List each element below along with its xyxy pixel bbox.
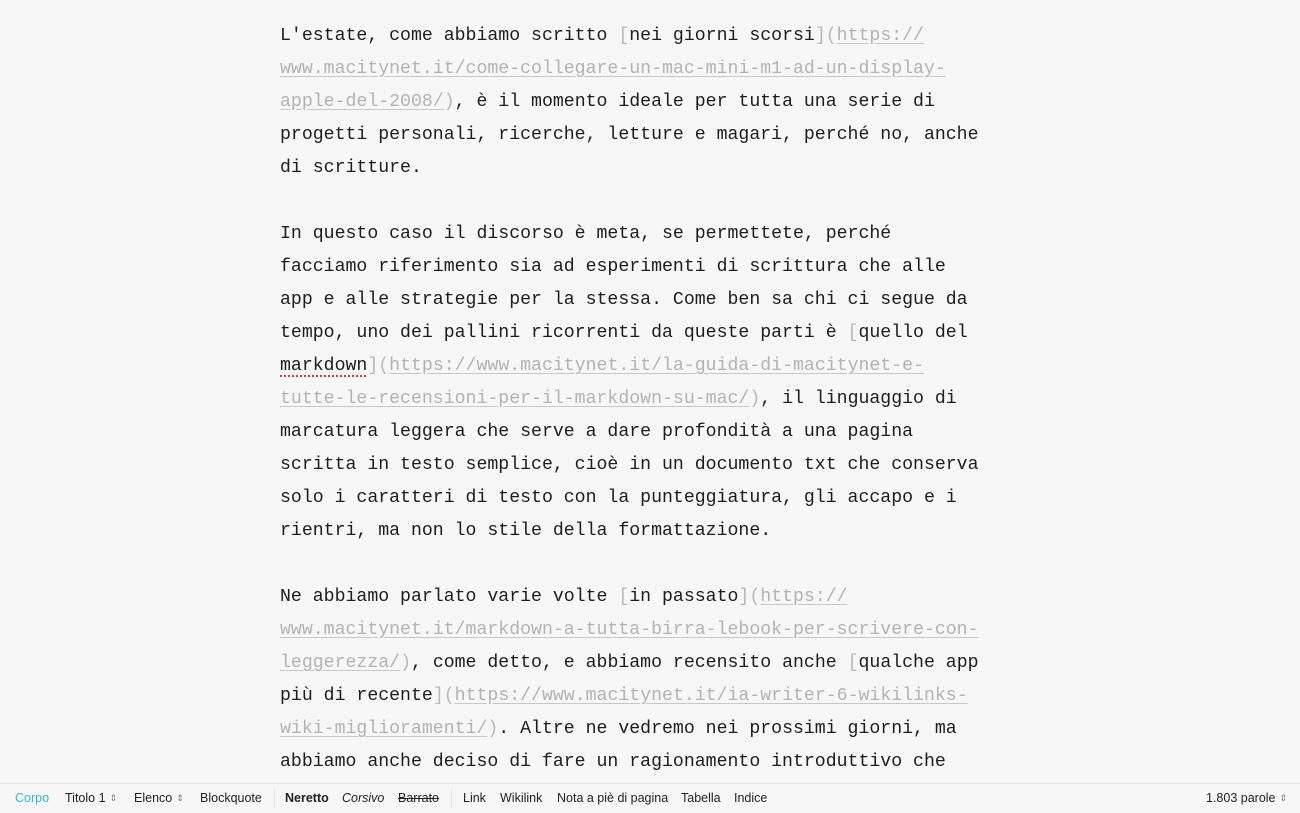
- text-line: [280, 119, 1040, 152]
- body-text: , come detto, e abbiamo recensito anche: [410, 653, 848, 673]
- body-text: qualche app: [858, 653, 979, 673]
- body-text: Ne abbiamo parlato varie volte: [280, 587, 619, 607]
- link-url[interactable]: https://www.macitynet.it/ia-writer-6-wikilinks-: [454, 686, 968, 706]
- table-button[interactable]: Tabella: [681, 791, 721, 805]
- text-line: [280, 284, 1040, 317]
- body-text: app e alle strategie per la stessa. Come ben sa chi ci segue da: [280, 290, 968, 310]
- text-line: [280, 317, 1040, 350]
- blank-line: [280, 185, 1040, 218]
- style-blockquote-button[interactable]: Blockquote: [200, 791, 262, 805]
- word-count-label: 1.803 parole: [1206, 791, 1276, 805]
- text-line: [280, 53, 1040, 86]
- text-line: [280, 680, 1040, 713]
- body-text: rientri, ma non lo stile della formattazione.: [280, 521, 772, 541]
- document-text[interactable]: [280, 20, 1040, 779]
- markdown-syntax: ](: [432, 686, 455, 706]
- chevron-updown-icon: ⇕: [1279, 793, 1288, 803]
- blank-line: [280, 548, 1040, 581]
- markdown-syntax: ](: [738, 587, 761, 607]
- body-text: nei giorni scorsi: [629, 26, 815, 46]
- markdown-syntax: [: [618, 26, 630, 46]
- text-line: [280, 86, 1040, 119]
- body-text: abbiamo anche deciso di fare un ragionamento introduttivo che: [280, 752, 946, 772]
- style-corpo-button[interactable]: Corpo: [15, 791, 50, 805]
- body-text: tempo, uno dei pallini ricorrenti da queste parti è: [280, 323, 848, 343]
- style-elenco-dropdown[interactable]: [134, 791, 184, 805]
- link-button[interactable]: Link: [463, 791, 486, 805]
- link-url[interactable]: apple-del-2008/: [280, 92, 444, 112]
- body-text: quello del: [858, 323, 968, 343]
- wikilink-button[interactable]: Wikilink: [500, 791, 543, 805]
- body-text: , è il momento ideale per tutta una serie di: [454, 92, 935, 112]
- link-url[interactable]: https://: [836, 26, 924, 46]
- text-line: [280, 416, 1040, 449]
- text-line: [280, 746, 1040, 779]
- body-text: facciamo riferimento sia ad esperimenti di scrittura che alle: [280, 257, 946, 277]
- style-titolo-dropdown[interactable]: [65, 791, 117, 805]
- link-url[interactable]: leggerezza/: [280, 653, 401, 673]
- toolbar-divider: [451, 789, 452, 808]
- text-line: [280, 20, 1040, 53]
- text-line: [280, 515, 1040, 548]
- text-line: [280, 647, 1040, 680]
- markdown-syntax: [: [618, 587, 630, 607]
- markdown-syntax: [: [847, 653, 859, 673]
- toolbar-divider: [274, 789, 275, 808]
- body-text: scritta in testo semplice, cioè in un documento txt che conserva: [280, 455, 979, 475]
- body-text: di scritture.: [280, 158, 422, 178]
- italic-button[interactable]: Corsivo: [342, 791, 385, 805]
- text-line: [280, 482, 1040, 515]
- body-text: marcatura leggera che serve a dare profondità a una pagina: [280, 422, 914, 442]
- body-text: . Altre ne vedremo nei prossimi giorni, ma: [498, 719, 957, 739]
- chevron-updown-icon: ⇕: [176, 793, 184, 803]
- body-text: in passato: [629, 587, 739, 607]
- body-text: solo i caratteri di testo con la punteggiatura, gli accapo e i: [280, 488, 957, 508]
- body-text: In questo caso il discorso è meta, se permettete, perché: [280, 224, 892, 244]
- word-count-dropdown[interactable]: [1206, 791, 1287, 805]
- index-button[interactable]: Indice: [734, 791, 768, 805]
- markdown-syntax: ): [400, 653, 411, 673]
- link-url[interactable]: www.macitynet.it/come-collegare-un-mac-mini-m1-ad-un-display-: [280, 59, 946, 79]
- text-line: [280, 614, 1040, 647]
- bold-button[interactable]: Neretto: [285, 791, 329, 805]
- text-line: [280, 713, 1040, 746]
- text-line: [280, 350, 1040, 383]
- text-line: [280, 383, 1040, 416]
- body-text: progetti personali, ricerche, letture e magari, perché no, anche: [280, 125, 979, 145]
- link-url[interactable]: www.macitynet.it/markdown-a-tutta-birra-lebook-per-scrivere-con-: [280, 620, 979, 640]
- link-url[interactable]: https://www.macitynet.it/la-guida-di-macitynet-e-: [389, 356, 924, 376]
- markdown-syntax: ](: [814, 26, 837, 46]
- elenco-label: Elenco: [134, 791, 173, 805]
- text-line: [280, 251, 1040, 284]
- footnote-button[interactable]: Nota a piè di pagina: [557, 791, 669, 805]
- body-text: , il linguaggio di: [760, 389, 957, 409]
- body-text: più di recente: [280, 686, 433, 706]
- strikethrough-button[interactable]: Barrato: [398, 791, 439, 805]
- text-line: [280, 218, 1040, 251]
- text-line: [280, 449, 1040, 482]
- format-toolbar: [0, 783, 1300, 813]
- text-line: [280, 152, 1040, 185]
- misspelled-word[interactable]: markdown: [280, 356, 368, 376]
- body-text: L'estate, come abbiamo scritto: [280, 26, 619, 46]
- link-url[interactable]: https://: [760, 587, 848, 607]
- link-url[interactable]: tutte-le-recensioni-per-il-markdown-su-mac/: [280, 389, 750, 409]
- markdown-syntax: ](: [367, 356, 390, 376]
- markdown-syntax: ): [487, 719, 499, 739]
- chevron-updown-icon: ⇕: [109, 793, 118, 803]
- link-url[interactable]: wiki-miglioramenti/: [280, 719, 488, 739]
- markdown-syntax: [: [847, 323, 859, 343]
- markdown-syntax: ): [443, 92, 455, 112]
- titolo-label: Titolo 1: [65, 791, 106, 805]
- text-line: [280, 581, 1040, 614]
- markdown-syntax: ): [749, 389, 761, 409]
